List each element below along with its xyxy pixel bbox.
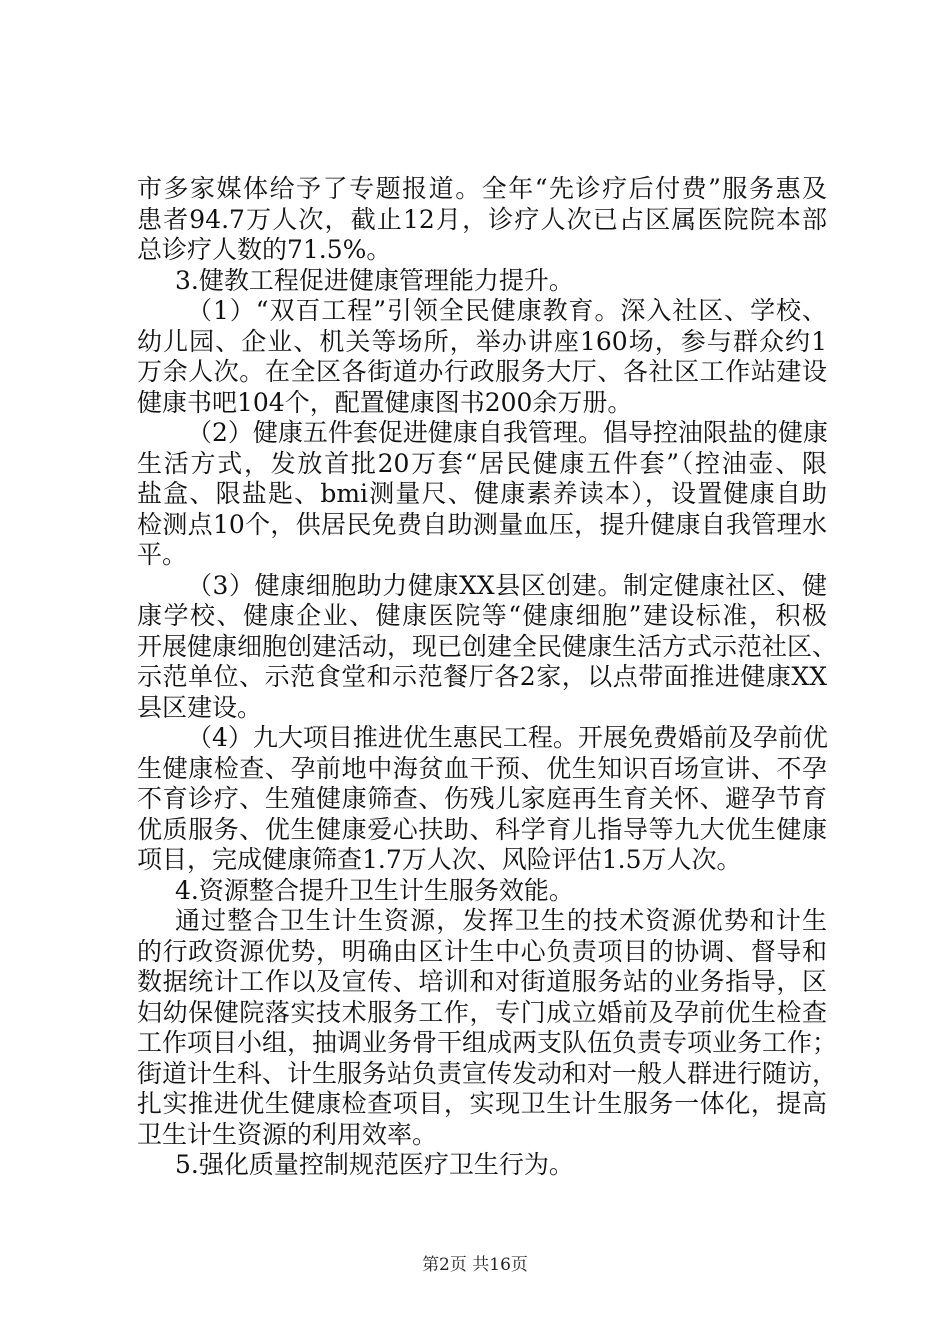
section-heading: 5.强化质量控制规范医疗卫生行为。 bbox=[175, 1150, 574, 1179]
text-line: （2）健康五件套促进健康自我管理。倡导控油限盐的健康 bbox=[187, 418, 828, 447]
text-line: 示范单位、示范食堂和示范餐厅各2家，以点带面推进健康XX bbox=[137, 662, 827, 691]
text-line: 优质服务、优生健康爱心扶助、科学育儿指导等九大优生健康 bbox=[137, 814, 827, 844]
text-line: 街道计生科、计生服务站负责宣传发动和对一般人群进行随访， bbox=[137, 1058, 838, 1088]
text-line: 不育诊疗、生殖健康筛查、伤残儿家庭再生育关怀、避孕节育 bbox=[137, 784, 827, 813]
text-line: 县区建设。 bbox=[137, 692, 263, 722]
text-line: 项目，完成健康筛查1.7万人次、风险评估1.5万人次。 bbox=[137, 845, 742, 874]
text-line: 通过整合卫生计生资源，发挥卫生的技术资源优势和计生 bbox=[175, 906, 827, 935]
text-line: （1）“双百工程”引领全民健康教育。深入社区、学校、 bbox=[187, 296, 827, 325]
text-line: （4）九大项目推进优生惠民工程。开展免费婚前及孕前优 bbox=[187, 723, 828, 752]
text-line: 检测点10个，供居民免费自助测量血压，提升健康自我管理水 bbox=[137, 509, 827, 539]
text-line: 卫生计生资源的利用效率。 bbox=[137, 1119, 438, 1149]
text-line: 总诊疗人数的71.5%。 bbox=[137, 235, 392, 264]
text-line: 扎实推进优生健康检查项目，实现卫生计生服务一体化，提高 bbox=[137, 1089, 827, 1118]
text-line: 工作项目小组，抽调业务骨干组成两支队伍负责专项业务工作； bbox=[137, 1028, 838, 1057]
text-line: 生健康检查、孕前地中海贫血干预、优生知识百场宣讲、不孕 bbox=[137, 753, 827, 783]
text-line: 市多家媒体给予了专题报道。全年“先诊疗后付费”服务惠及 bbox=[137, 174, 827, 203]
text-line: 开展健康细胞创建活动，现已创建全民健康生活方式示范社区、 bbox=[137, 631, 838, 661]
text-line: 健康书吧104个，配置健康图书200余万册。 bbox=[137, 387, 633, 417]
text-line: 生活方式，发放首批20万套“居民健康五件套”（控油壶、限 bbox=[137, 448, 827, 478]
text-line: 万余人次。在全区各街道办行政服务大厅、各社区工作站建设 bbox=[137, 357, 827, 386]
text-line: 妇幼保健院落实技术服务工作，专门成立婚前及孕前优生检查 bbox=[137, 997, 827, 1027]
page-number-footer: 第2页 共16页 bbox=[422, 1255, 528, 1275]
section-heading: 3.健教工程促进健康管理能力提升。 bbox=[175, 265, 574, 295]
text-line: （3）健康细胞助力健康XX县区创建。制定健康社区、健 bbox=[187, 570, 827, 600]
text-line: 患者94.7万人次，截止12月，诊疗人次已占区属医院院本部 bbox=[137, 204, 827, 234]
text-line: 平。 bbox=[137, 540, 188, 569]
text-line: 幼儿园、企业、机关等场所，举办讲座160场，参与群众约1 bbox=[137, 326, 827, 356]
text-line: 的行政资源优势，明确由区计生中心负责项目的协调、督导和 bbox=[137, 936, 827, 966]
text-line: 数据统计工作以及宣传、培训和对街道服务站的业务指导，区 bbox=[137, 967, 827, 996]
document-body bbox=[137, 174, 838, 1181]
section-heading: 4.资源整合提升卫生计生服务效能。 bbox=[175, 875, 574, 905]
text-line: 盐盒、限盐匙、bmi测量尺、健康素养读本），设置健康自助 bbox=[137, 479, 827, 508]
text-line: 康学校、健康企业、健康医院等“健康细胞”建设标准，积极 bbox=[137, 601, 827, 630]
